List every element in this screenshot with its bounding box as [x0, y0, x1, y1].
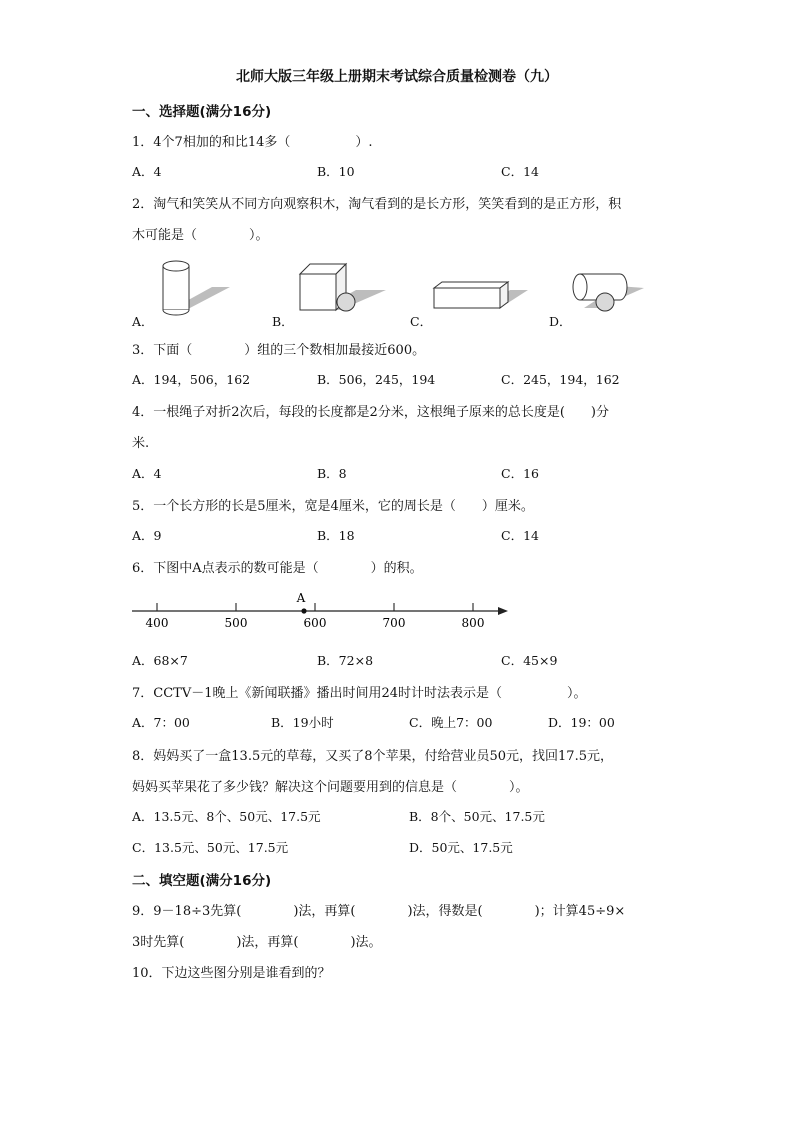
- number-line: [128, 586, 518, 632]
- question-7-option-d: D．19：00: [548, 715, 615, 730]
- question-5-text: 5．一个长方形的长是5厘米，宽是4厘米，它的周长是（ ）厘米。: [132, 499, 534, 514]
- question-7-text: 7．CCTV－1晚上《新闻联播》播出时间用24时计时法表示是（ ）。: [132, 686, 587, 701]
- question-4-text-line1: 4．一根绳子对折2次后，每段的长度都是2分米，这根绳子原来的总长度是( )分: [132, 405, 609, 420]
- question-6-option-c: C．45×9: [501, 653, 558, 668]
- page-title: 北师大版三年级上册期末考试综合质量检测卷（九）: [236, 69, 558, 85]
- question-1-option-c: C．14: [501, 164, 539, 179]
- question-8-option-c: C．13.5元、50元、17.5元: [132, 840, 289, 855]
- question-1-text: 1．4个7相加的和比14多（ ）.: [132, 135, 373, 150]
- question-5-option-b: B．18: [317, 528, 355, 543]
- question-6-option-a: A．68×7: [132, 653, 188, 668]
- question-2-option-b: B．: [272, 314, 294, 329]
- question-2-option-c: C．: [410, 314, 433, 329]
- question-4-option-a: A．4: [132, 466, 162, 481]
- question-8-option-d: D．50元、17.5元: [409, 840, 513, 855]
- point-a-dot: [301, 608, 306, 613]
- section-heading-fill: 二、填空题(满分16分): [132, 873, 272, 889]
- question-8-text-line1: 8．妈妈买了一盒13.5元的草莓，又买了8个苹果，付给营业员50元，找回17.5元，: [132, 749, 613, 764]
- question-7-option-a: A．7：00: [132, 715, 190, 730]
- question-3-option-a: A．194，506，162: [132, 372, 251, 387]
- tick-label-500: 500: [224, 616, 248, 630]
- section-heading-choice: 一、选择题(满分16分): [132, 104, 272, 120]
- question-2-option-a: A．: [132, 314, 154, 329]
- question-5-option-a: A．9: [132, 528, 162, 543]
- cube-and-sphere-figure: [290, 260, 390, 318]
- question-8-option-a: A．13.5元、8个、50元、17.5元: [132, 809, 321, 824]
- question-2-text-line2: 木可能是（ ）。: [132, 228, 269, 243]
- question-7-option-b: B．19小时: [271, 715, 334, 730]
- question-4-option-b: B．8: [317, 466, 347, 481]
- question-9-text-line1: 9．9－18÷3先算( )法，再算( )法，得数是( )；计算45÷9×: [132, 904, 626, 919]
- point-a-label: A: [296, 591, 306, 605]
- cuboid-figure: [430, 278, 530, 314]
- question-10-text: 10．下边这些图分别是谁看到的？: [132, 966, 331, 981]
- cylinder-figure: [150, 257, 240, 317]
- question-7-option-c: C．晚上7：00: [409, 715, 493, 730]
- tick-label-400: 400: [145, 616, 169, 630]
- question-9-text-line2: 3时先算( )法，再算( )法。: [132, 935, 382, 950]
- lying-cylinder-and-sphere-figure: [568, 268, 648, 314]
- question-1-option-a: A．4: [132, 164, 162, 179]
- tick-label-700: 700: [382, 616, 406, 630]
- question-3-option-c: C．245，194，162: [501, 372, 620, 387]
- question-1-option-b: B．10: [317, 164, 355, 179]
- question-4-text-line2: 米.: [132, 436, 150, 451]
- question-6-option-b: B．72×8: [317, 653, 374, 668]
- question-8-text-line2: 妈妈买苹果花了多少钱？解决这个问题要用到的信息是（ ）。: [132, 780, 529, 795]
- question-6-text: 6．下图中A点表示的数可能是（ ）的积。: [132, 561, 423, 576]
- question-3-option-b: B．506，245，194: [317, 372, 436, 387]
- question-2-option-d: D．: [549, 314, 572, 329]
- question-8-option-b: B．8个、50元、17.5元: [409, 809, 545, 824]
- question-3-text: 3．下面（ ）组的三个数相加最接近600。: [132, 343, 426, 358]
- question-2-text-line1: 2．淘气和笑笑从不同方向观察积木，淘气看到的是长方形，笑笑看到的是正方形，积: [132, 197, 622, 212]
- tick-label-600: 600: [303, 616, 327, 630]
- question-5-option-c: C．14: [501, 528, 539, 543]
- tick-label-800: 800: [461, 616, 485, 630]
- question-4-option-c: C．16: [501, 466, 539, 481]
